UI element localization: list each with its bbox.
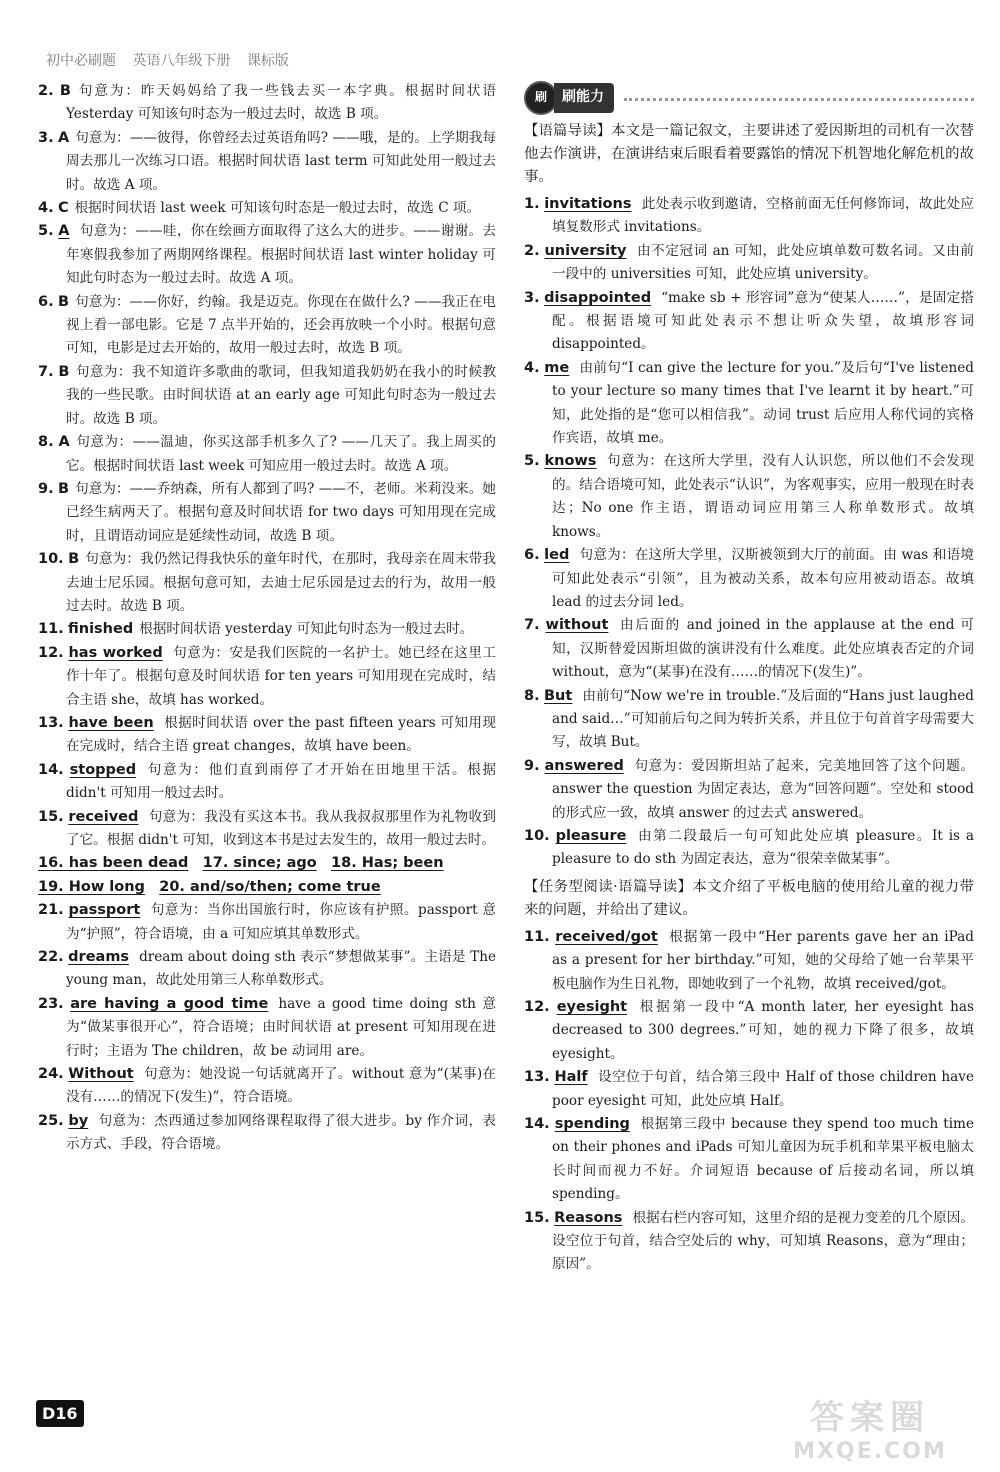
answer-item [38,197,496,220]
explanation-text: 句意为：——你好，约翰。我是迈克。你现在在做什么? ——我正在电视上看一部电影。它是 7 点半开始的，还会再放映一个小时。根据句意可知，电影是过去开始的，故用一般过去时，故选 B 项。 [66,293,496,357]
answer-key: dreams [68,949,130,966]
answer-item [524,996,974,1066]
explanation-text: 句意为：——温迪，你买这部手机多久了? ——几天了。我上周买的它。根据时间状语 last week 可知应用一般过去时。故选 A 项。 [66,434,496,474]
answer-item [38,220,496,290]
explanation-text: 根据第一段中“Her parents gave her an iPad as a present for her birthday.”可知，她的父母给了她一台苹果平板电脑作为生日礼物，即她收到了一个礼物，故填 received/got。 [552,928,974,992]
item-number: 7. [38,363,54,380]
brush-icon: 刷 [524,81,558,115]
answer-key: A [57,129,70,146]
answer-key: without [545,617,609,634]
answer-key: knows [544,453,597,470]
item-number: 12. [38,644,64,661]
explanation-text: 由第二段最后一句可知此处应填 pleasure。It is a pleasure to do sth 为固定表达，意为“很荣幸做某事”。 [552,827,974,868]
edition-name: 课标版 [246,53,289,69]
answer-16: 16. has been dead [38,855,189,872]
explanation-text: 根据第三段中 because they spend too much time on their phones and iPads 可知儿童因为玩手机和苹果平板电脑太长时间而视力不好。介词短语 because of 后接动名词，所以填 spending。 [552,1116,974,1203]
explanation-text: have a good time doing sth 意为“做某事很开心”，符合语境；由时间状语 at present 可知用现在进行时；主语为 The children，故 be 动词用 are。 [66,995,496,1059]
answer-item [524,544,974,614]
item-number: 9. [524,757,540,774]
explanation-text: 根据时间状语 last week 可知该句时态是一般过去时，故选 C 项。 [74,200,481,217]
answer-key: received [68,808,139,825]
answer-19: 19. How long [38,878,145,895]
item-number: 5. [524,453,540,470]
answer-key: stopped [69,761,137,778]
explanation-text: 句意为：安是我们医院的一名护士。她已经在这里工作十年了。根据句意及时间状语 for ten years 可知用现在完成时，结合主语 she，故填 has worked。 [66,644,497,708]
answer-item [38,946,496,993]
explanation-text: 句意为：在这所大学里，没有人认识您，所以他们不会发现的。结合语境可知，此处表示“认识”，为客观事实，应用一般现在时表达；No one 作主语，谓语动词应用第三人称单数形式。故填 knows。 [552,453,975,540]
answer-item [38,1063,496,1110]
item-number: 14. [524,1116,550,1133]
answer-row-16-18 [38,852,496,875]
answer-key: B [58,363,70,380]
watermark-logo [770,1390,970,1464]
item-number: 3. [524,289,540,306]
item-number: 5. [38,223,54,240]
item-number: 13. [524,1069,550,1086]
explanation-text: 句意为：爱因斯坦站了起来，完美地回答了这个问题。answer the question 为固定表达，意为“回答问题”。空处和 stood 的形式应一致，故填 answer 的过去式 answered。 [552,757,974,821]
item-number: 4. [524,359,540,376]
item-number: 15. [524,1209,550,1226]
answer-list-task-reading [524,926,974,1277]
explanation-text: 句意为：——彼得，你曾经去过英语角吗? ——哦，是的。上学期我每周去那儿一次练习口语。根据时间状语 last term 可知此处用一般过去时。故选 A 项。 [66,129,496,193]
answer-item [38,618,496,641]
right-column [524,80,974,1277]
answer-key: A [58,434,70,451]
explanation-text: 句意为：他们直到雨停了才开始在田地里干活。根据 didn't 可知用一般过去时。 [66,761,497,802]
explanation-text: 由前句“I can give the lecture for you.”及后句“I've listened to your lecture so many times that I've learnt it by heart.”可知，此处指的是“您可以相信我”。动词 trust 后应用人称代词的宾格作宾语，故填 me。 [552,359,975,447]
item-number: 23. [38,995,64,1012]
item-number: 9. [38,480,54,497]
answer-key: received/got [555,928,658,945]
answer-item [524,755,974,825]
answer-key: Without [68,1066,134,1083]
answer-key: answered [544,757,624,774]
answer-key: has worked [68,644,163,661]
item-number: 11. [38,621,64,638]
explanation-text: 此处表示收到邀请，空格前面无任何修饰词，故此处应填复数形式 invitations。 [552,196,975,236]
answer-item [524,1207,974,1277]
answer-18: 18. Has; been [331,855,444,872]
answer-item [38,431,496,478]
explanation-text: 根据右栏内容可知，这里介绍的是视力变差的几个原因。设空位于句首，结合空处后的 why，可知填 Reasons，意为“理由；原因”。 [552,1209,974,1273]
explanation-text: 由前句“Now we're in trouble.”及后面的“Hans just laughed and said…”可知前后句之间为转折关系，并且位于句首首字母需要大写，故填 But。 [552,687,974,751]
passage-guide-1: 【语篇导读】本文是一篇记叙文，主要讲述了爱因斯坦的司机有一次替他去作演讲，在演讲结束后眼看着要露馅的情况下机智地化解危机的故事。 [524,123,974,185]
answer-key: finished [68,621,134,638]
answer-key: B [57,293,70,310]
answer-key: C [57,200,69,217]
explanation-text: 句意为：当你出国旅行时，你应该有护照。passport 意为“护照”，符合语境，由 a 可知应填其单数形式。 [66,902,496,942]
answer-key: A [58,223,70,240]
answer-key: spending [554,1116,630,1133]
answer-item [524,357,974,451]
answer-row-19-20 [38,876,496,899]
page-header [46,50,301,70]
item-number: 10. [38,551,64,568]
section-title: 刷能力 [554,83,614,112]
answer-item [524,450,974,544]
left-column [38,80,496,1157]
item-number: 24. [38,1066,64,1083]
answer-item [524,1066,974,1113]
answer-item [38,291,496,361]
item-number: 25. [38,1112,64,1129]
explanation-text: 句意为：杰西通过参加网络课程取得了很大进步。by 作介词，表示方式、手段，符合语境。 [66,1112,496,1153]
item-number: 11. [524,928,550,945]
explanation-text: dream about doing sth 表示“梦想做某事”。主语是 The young man，故此处用第三人称单数形式。 [66,949,497,989]
answer-item [38,361,496,431]
answer-item [38,127,496,197]
answer-17: 17. since; ago [202,855,317,872]
item-number: 8. [524,687,540,704]
answer-item [524,614,974,684]
explanation-text: 根据时间状语 over the past fifteen years 可知用现在完成时，结合主语 great changes，故填 have been。 [66,714,496,755]
answer-key: invitations [544,196,632,212]
explanation-text: 句意为：在这所大学里，汉斯被领到大厅的前面。由 was 和语境可知此处表示“引领”，且为被动关系，故本句应用被动语态。故填 lead 的过去分词 led。 [552,547,974,610]
explanation-text: 句意为：我不知道许多歌曲的歌词，但我知道我奶奶在我小的时候教我的一些民歌。由时间状语 at an early age 可知此句时态为一般过去时。故选 B 项。 [66,363,496,427]
answer-key: led [544,547,570,564]
answer-item [38,1110,496,1157]
answer-key: B [57,480,70,497]
answer-item [38,712,496,759]
item-number: 6. [524,547,540,564]
subject-name: 英语八年级下册 [132,53,231,69]
explanation-text: 由不定冠词 an 可知，此处应填单数可数名词。又由前一段中的 universities 可知，此处应填 university。 [552,242,974,283]
answer-key: disappointed [544,289,652,306]
answer-item [524,240,974,287]
answer-key: me [544,359,570,376]
answer-key: B [68,551,80,568]
answer-key: are having a good time [70,995,269,1012]
item-number: 22. [38,949,64,966]
item-number: 15. [38,808,64,825]
passage-guide-2: 【任务型阅读·语篇导读】本文介绍了平板电脑的使用给儿童的视力带来的问题，并给出了建议。 [524,878,974,918]
item-number: 21. [38,902,64,919]
answer-item [38,899,496,946]
item-number: 2. [524,242,540,259]
answer-list-fill [38,899,496,1156]
answer-key: passport [68,902,141,919]
answer-item [38,548,496,618]
answer-key: But [543,687,573,704]
item-number: 14. [38,761,64,778]
answer-key: pleasure [555,827,627,844]
answer-item [38,642,496,712]
item-number: 4. [38,200,54,217]
answer-item [38,993,496,1063]
answer-key: Reasons [554,1209,623,1226]
series-name: 初中必刷题 [46,53,116,69]
answer-key: eyesight [556,999,628,1015]
answer-item [524,825,974,872]
explanation-text: 根据第一段中“A month later, her eyesight has decreased to 300 degrees.”可知，她的视力下降了很多，故填 eyesight。 [552,999,974,1062]
watermark-text-cn: 答案圈 [810,1398,930,1438]
explanation-text: 句意为：——哇，你在绘画方面取得了这么大的进步。——谢谢。去年寒假我参加了两期网络课程。根据时间状语 last winter holiday 可知此句时态为一般过去时。故选 A 项。 [66,223,496,287]
answer-list-grammar [38,80,496,852]
answer-key: university [544,242,627,259]
explanation-text: 句意为：我仍然记得我快乐的童年时代，在那时，我母亲在周末带我去迪士尼乐园。根据句意可知，去迪士尼乐园是过去的行为，故用一般过去时。故选 B 项。 [66,551,496,614]
item-number: 2. [38,83,54,99]
explanation-text: 句意为：她没说一句话就离开了。without 意为“(某事)在没有……的情况下(发生)”，符合语境。 [66,1066,497,1106]
answer-key: B [59,83,71,99]
answer-key: by [68,1112,89,1129]
item-number: 12. [524,999,550,1015]
item-number: 7. [524,617,540,634]
answer-item [524,287,974,357]
explanation-text: 句意为：昨天妈妈给了我一些钱去买一本字典。根据时间状语 Yesterday 可知该句时态为一般过去时，故选 B 项。 [66,83,496,123]
answer-item [524,685,974,755]
item-number: 1. [524,196,540,212]
dotted-divider [624,96,974,101]
explanation-text: 设空位于句首，结合第三段中 Half of those children have poor eyesight 可知，此处应填 Half。 [552,1069,974,1109]
answer-20: 20. and/so/then; come true [159,878,381,895]
answer-item [38,806,496,853]
answer-item [524,193,974,240]
answer-item [524,1113,974,1207]
item-number: 8. [38,434,54,451]
explanation-text: 根据时间状语 yesterday 可知此句时态为一般过去时。 [139,621,474,638]
explanation-text: 句意为：——乔纳森，所有人都到了吗? ——不，老师。米莉没来。她已经生病两天了。根据句意及时间状语 for two days 可知用现在完成时，且谓语动词应是延续性动词，故选 B 项。 [66,480,496,544]
answer-key: have been [68,714,154,731]
item-number: 6. [38,293,54,310]
answer-item [38,478,496,548]
section-banner [524,80,974,116]
answer-item [524,926,974,996]
watermark-text-url: MXQE.COM [793,1439,947,1464]
item-number: 13. [38,714,64,731]
answer-list-cloze [524,193,974,872]
explanation-text: “make sb + 形容词”意为“使某人……”，是固定搭配。根据语境可知此处表示不想让听众失望，故填形容词 disappointed。 [552,289,974,353]
answer-key: Half [554,1069,588,1086]
explanation-text: 句意为：我没有买这本书。我从我叔叔那里作为礼物收到了它。根据 didn't 可知，收到这本书是过去发生的，故用一般过去时。 [66,808,496,848]
item-number: 10. [524,827,550,844]
answer-item [38,80,496,127]
item-number: 3. [38,129,54,146]
page-number: D16 [36,1400,84,1427]
explanation-text: 由后面的 and joined in the applause at the end 可知，汉斯替爱因斯坦做的演讲没有什么难度。此处应填表否定的介词 without，意为“(某事)在没有……的情况下(发生)”。 [552,617,974,681]
answer-item [38,759,496,806]
